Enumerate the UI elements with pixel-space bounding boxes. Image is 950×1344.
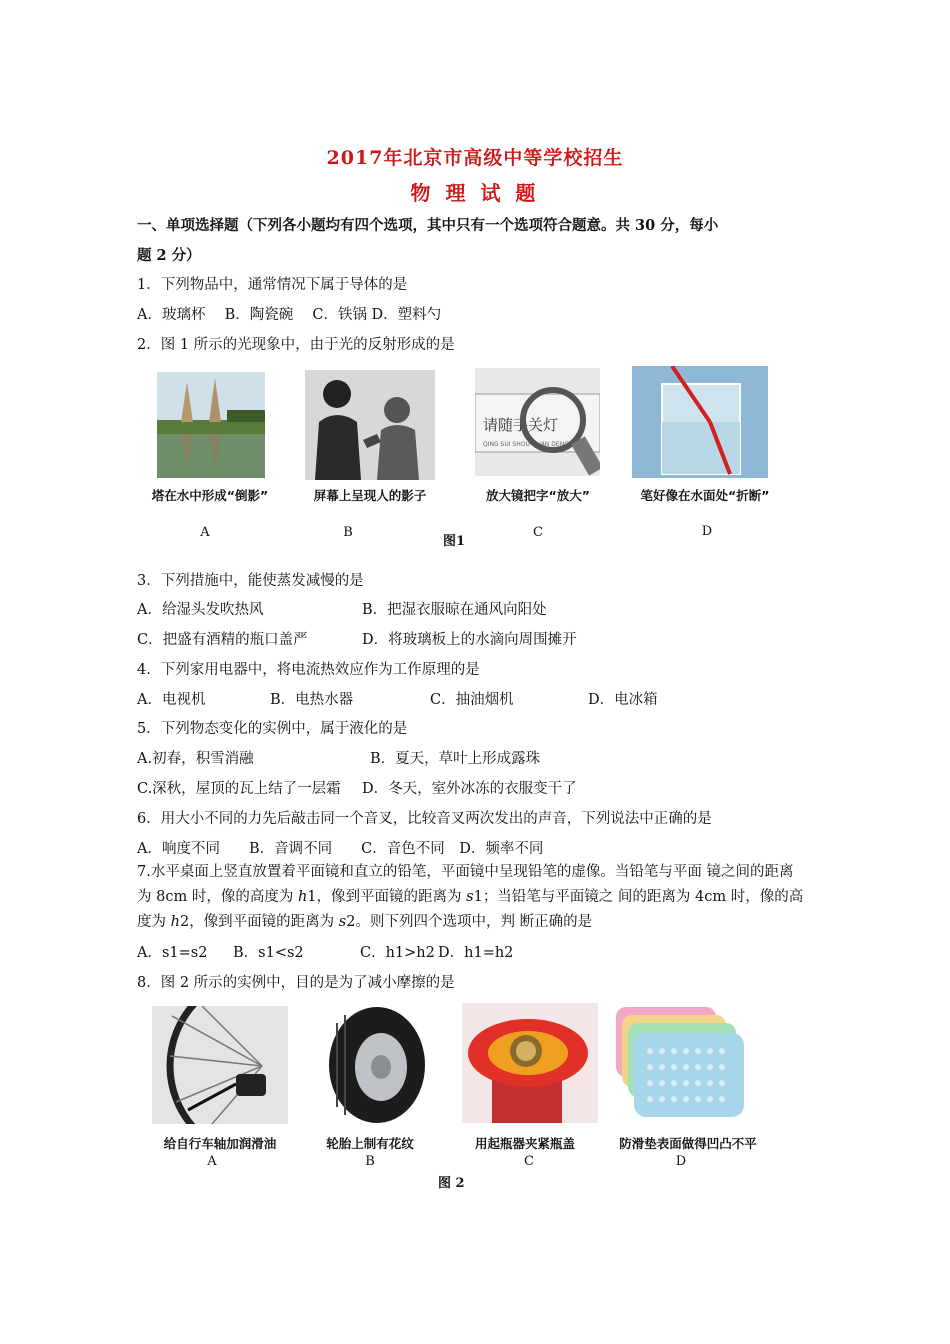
figure1-sign-pinyin: QING SUI SHOU GUAN DENG — [483, 441, 569, 448]
q7-option-d: D．h1=h2 — [438, 945, 514, 961]
q3-stem: 3．下列措施中，能使蒸发减慢的是 — [137, 573, 364, 589]
q5-option-c: C.深秋，屋顶的瓦上结了一层霜 — [137, 781, 341, 797]
figure2-letter-d: D — [675, 1154, 687, 1169]
page-title: 2017年北京市高级中等学校招生 — [326, 147, 624, 169]
figure1-image-b — [305, 370, 435, 480]
figure1-label: 图1 — [443, 534, 466, 549]
figure2-caption-b: 轮胎上制有花纹 — [326, 1136, 414, 1151]
figure1-letter-a: A — [200, 525, 210, 540]
figure2-caption-d: 防滑垫表面做得凹凸不平 — [619, 1136, 757, 1151]
figure1-caption-a: 塔在水中形成“倒影” — [151, 488, 269, 503]
figure2-image-a — [152, 1006, 288, 1124]
q4-option-d: D．电冰箱 — [588, 692, 658, 708]
q2-stem: 2．图 1 所示的光现象中，由于光的反射形成的是 — [137, 337, 455, 353]
figure1-image-c — [475, 368, 600, 476]
q1-options: A．玻璃杯 B．陶瓷碗 C．铁锅 D．塑料勺 — [137, 307, 442, 323]
figure1-caption-d: 笔好像在水面处“折断” — [640, 488, 770, 503]
figure2-label: 图 2 — [438, 1176, 465, 1191]
section-heading-line1: 一、单项选择题（下列各小题均有四个选项，其中只有一个选项符合题意。共 30 分，每小 — [137, 217, 719, 234]
figure2-caption-a: 给自行车轴加润滑油 — [163, 1136, 277, 1151]
q7-option-b: B．s1<s2 — [233, 945, 304, 961]
q4-stem: 4．下列家用电器中，将电流热效应作为工作原理的是 — [137, 662, 480, 678]
q4-option-b: B．电热水器 — [270, 692, 354, 708]
figure1-sign-text: 请随手关灯 — [483, 416, 559, 434]
figure2-letter-a: A — [207, 1154, 217, 1169]
figure2-image-b — [315, 1003, 433, 1125]
q3-option-d: D．将玻璃板上的水滴向周围摊开 — [362, 632, 577, 648]
figure1-letter-b: B — [343, 525, 353, 540]
figure2-letter-b: B — [365, 1154, 375, 1169]
figure1-caption-c: 放大镜把字“放大” — [486, 488, 590, 503]
figure1-image-a — [157, 372, 265, 478]
figure1-image-d — [632, 366, 768, 478]
q5-option-a: A.初春，积雪消融 — [137, 751, 254, 767]
figure2-image-d — [612, 1003, 747, 1123]
q7-option-c: C．h1>h2 — [360, 945, 435, 961]
q5-stem: 5．下列物态变化的实例中，属于液化的是 — [137, 721, 408, 737]
q3-option-c: C．把盛有酒精的瓶口盖严 — [137, 632, 308, 648]
q7-stem: 7.水平桌面上竖直放置着平面镜和直立的铅笔，平面镜中呈现铅笔的虚像。当铅笔与平面 镜之间的距离为 8cm 时，像的高度为 h1，像到平面镜的距离为 s1；当铅笔与平面镜之 间的距离为 4cm 时，像的高度为 h2，像到平面镜的距离为 s2。则下列四个选项中，判 断正确的是 — [137, 864, 804, 930]
q4-option-a: A．电视机 — [137, 692, 206, 708]
figure1-letter-d: D — [701, 524, 713, 539]
q5-option-d: D．冬天，室外冰冻的衣服变干了 — [362, 781, 577, 797]
q5-option-b: B．夏天，草叶上形成露珠 — [370, 751, 541, 767]
q3-option-a: A．给湿头发吹热风 — [137, 602, 264, 618]
figure2-image-c — [462, 1003, 598, 1123]
section-heading-line2: 题 2 分） — [137, 247, 201, 264]
q7-option-a: A．s1=s2 — [137, 945, 208, 961]
figure1-caption-b: 屏幕上呈现人的影子 — [313, 488, 427, 503]
q8-stem: 8．图 2 所示的实例中，目的是为了减小摩擦的是 — [137, 975, 455, 991]
q1-stem: 1．下列物品中，通常情况下属于导体的是 — [137, 277, 408, 293]
figure2-caption-c: 用起瓶器夹紧瓶盖 — [474, 1136, 575, 1151]
q4-option-c: C．抽油烟机 — [430, 692, 514, 708]
figure1-letter-c: C — [533, 525, 543, 540]
page-subtitle: 物 理 试 题 — [410, 181, 540, 205]
q3-option-b: B．把湿衣服晾在通风向阳处 — [362, 602, 547, 618]
q6-options: A．响度不同 B．音调不同 C．音色不同 D．频率不同 — [137, 841, 544, 857]
q6-stem: 6．用大小不同的力先后敲击同一个音叉，比较音叉两次发出的声音，下列说法中正确的是 — [137, 811, 712, 827]
figure2-letter-c: C — [524, 1154, 534, 1169]
